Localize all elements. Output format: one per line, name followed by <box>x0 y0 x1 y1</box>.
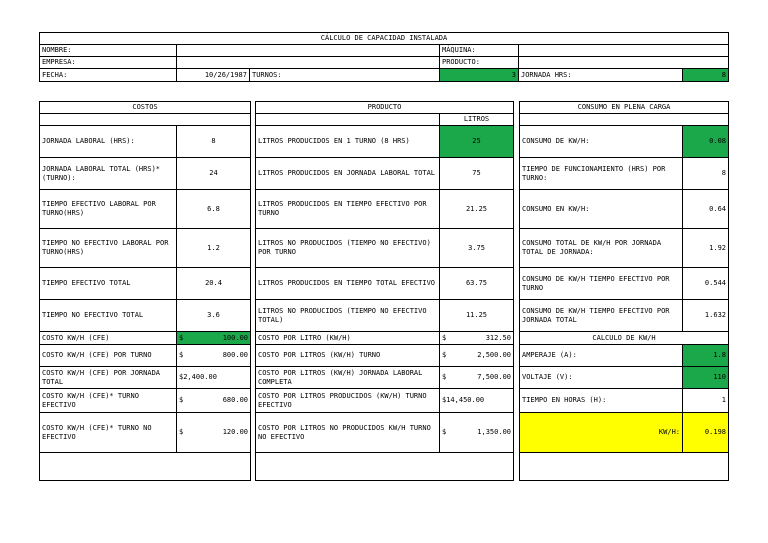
producto-money-cell[interactable] <box>440 367 514 389</box>
producto-row-label: LITROS PRODUCIDOS EN TIEMPO TOTAL EFECTIVO <box>256 268 440 300</box>
producto-row-value[interactable]: 63.75 <box>440 268 514 300</box>
costos-money-cell[interactable] <box>177 332 251 345</box>
producto-row-label: LITROS PRODUCIDOS EN 1 TURNO (8 HRS) <box>256 126 440 158</box>
empresa-field[interactable] <box>177 57 440 69</box>
voltaje-value[interactable]: 110 <box>683 367 729 389</box>
producto-money-label: COSTO POR LITROS (KW/H) JORNADA LABORAL COMPLETA <box>256 367 440 389</box>
sheet-title: CÁLCULO DE CAPACIDAD INSTALADA <box>40 33 729 45</box>
tiempo-horas-value[interactable]: 1 <box>683 389 729 413</box>
maquina-field[interactable] <box>519 45 729 57</box>
calc-row-label: VOLTAJE (V): <box>520 367 683 389</box>
producto-title: PRODUCTO <box>256 102 514 114</box>
producto-money-cell[interactable] <box>440 345 514 367</box>
money-value: 120.00 <box>222 428 249 436</box>
money-value: 312.50 <box>485 333 511 342</box>
money-value: 2,500.00 <box>477 351 511 359</box>
consumo-spacer <box>520 114 729 126</box>
maquina-label: MÁQUINA: <box>440 45 519 57</box>
currency-symbol: $2,400.00 <box>179 373 217 381</box>
costos-money-label: COSTO KW/H (CFE)* TURNO NO EFECTIVO <box>40 413 177 453</box>
consumo-row-value[interactable]: 0.64 <box>683 190 729 229</box>
nombre-field[interactable] <box>177 45 440 57</box>
costos-spacer <box>40 114 251 126</box>
costos-row-label: TIEMPO NO EFECTIVO LABORAL POR TURNO(HRS) <box>40 229 177 268</box>
costos-money-cell[interactable] <box>177 413 251 453</box>
currency-symbol: $14,450.00 <box>442 396 485 404</box>
producto-row-label: LITROS PRODUCIDOS EN TIEMPO EFECTIVO POR TURNO <box>256 190 440 229</box>
producto-money-cell[interactable] <box>440 413 514 453</box>
costos-title: COSTOS <box>40 102 251 114</box>
consumo-row-label: CONSUMO EN KW/H: <box>520 190 683 229</box>
producto-row-value[interactable]: 3.75 <box>440 229 514 268</box>
producto-blank-row <box>256 453 514 481</box>
currency-symbol: $ <box>179 428 184 436</box>
costos-blank-row <box>40 453 251 481</box>
costos-money-label: COSTO KW/H (CFE) <box>40 332 177 345</box>
producto-money-cell[interactable] <box>440 332 514 345</box>
jornada-value[interactable]: 8 <box>683 69 729 82</box>
costos-row-value[interactable]: 1.2 <box>177 229 251 268</box>
producto-money-cell[interactable] <box>440 389 514 413</box>
producto-field[interactable] <box>519 57 729 69</box>
currency-symbol: $ <box>442 428 447 436</box>
costos-money-cell[interactable] <box>177 367 251 389</box>
costos-row-label: TIEMPO EFECTIVO TOTAL <box>40 268 177 300</box>
jornada-label: JORNADA HRS: <box>519 69 683 82</box>
fecha-label: FECHA: <box>40 69 177 82</box>
consumo-title: CONSUMO EN PLENA CARGA <box>520 102 729 114</box>
calc-row-label: AMPERAJE (A): <box>520 345 683 367</box>
costos-row-value[interactable]: 3.6 <box>177 300 251 332</box>
consumo-row-label: CONSUMO DE KW/H TIEMPO EFECTIVO POR JORNADA TOTAL <box>520 300 683 332</box>
costos-row-value[interactable]: 20.4 <box>177 268 251 300</box>
producto-row-value[interactable]: 75 <box>440 158 514 190</box>
producto-money-label: COSTO POR LITROS NO PRODUCIDOS KW/H TURNO NO EFECTIVO <box>256 413 440 453</box>
consumo-row-value[interactable]: 0.544 <box>683 268 729 300</box>
consumo-row-value[interactable]: 8 <box>683 158 729 190</box>
producto-row-label: LITROS NO PRODUCIDOS (TIEMPO NO EFECTIVO) POR TURNO <box>256 229 440 268</box>
consumo-row-label: TIEMPO DE FUNCIONAMIENTO (HRS) POR TURNO: <box>520 158 683 190</box>
currency-symbol: $ <box>442 333 447 342</box>
amperaje-value[interactable]: 1.8 <box>683 345 729 367</box>
kwh-result-label: KW/H: <box>520 413 683 453</box>
producto-table <box>255 101 514 481</box>
turnos-value[interactable]: 3 <box>440 69 519 82</box>
currency-symbol: $ <box>179 396 184 404</box>
money-value: 680.00 <box>222 396 249 404</box>
empresa-label: EMPRESA: <box>40 57 177 69</box>
money-value: 800.00 <box>222 351 249 359</box>
consumo-row-label: CONSUMO TOTAL DE KW/H POR JORNADA TOTAL DE JORNADA: <box>520 229 683 268</box>
costos-money-label: COSTO KW/H (CFE) POR JORNADA TOTAL <box>40 367 177 389</box>
money-value: 1,350.00 <box>477 428 511 436</box>
money-value: 100.00 <box>222 333 249 342</box>
consumo-row-label: CONSUMO DE KW/H: <box>520 126 683 158</box>
calc-kwh-title: CALCULO DE KW/H <box>520 332 729 345</box>
currency-symbol: $ <box>179 351 184 359</box>
producto-row-label: LITROS NO PRODUCIDOS (TIEMPO NO EFECTIVO TOTAL) <box>256 300 440 332</box>
producto-money-label: COSTO POR LITRO (KW/H) <box>256 332 440 345</box>
costos-money-label: COSTO KW/H (CFE) POR TURNO <box>40 345 177 367</box>
costos-money-label: COSTO KW/H (CFE)* TURNO EFECTIVO <box>40 389 177 413</box>
consumo-row-value[interactable]: 1.92 <box>683 229 729 268</box>
costos-money-cell[interactable] <box>177 345 251 367</box>
costos-row-value[interactable]: 6.8 <box>177 190 251 229</box>
costos-row-label: TIEMPO NO EFECTIVO TOTAL <box>40 300 177 332</box>
litros-unit-label: LITROS <box>440 114 514 126</box>
currency-symbol: $ <box>179 333 184 342</box>
consumo-row-value[interactable]: 1.632 <box>683 300 729 332</box>
turnos-label: TURNOS: <box>250 69 440 82</box>
currency-symbol: $ <box>442 373 447 381</box>
costos-row-value[interactable]: 24 <box>177 158 251 190</box>
consumo-row-value[interactable]: 0.08 <box>683 126 729 158</box>
producto-money-label: COSTO POR LITROS (KW/H) TURNO <box>256 345 440 367</box>
consumo-table <box>519 101 729 481</box>
producto-row-value[interactable]: 11.25 <box>440 300 514 332</box>
nombre-label: NOMBRE: <box>40 45 177 57</box>
producto-row-value[interactable]: 21.25 <box>440 190 514 229</box>
producto-row-label: LITROS PRODUCIDOS EN JORNADA LABORAL TOTAL <box>256 158 440 190</box>
calc-row-label: TIEMPO EN HORAS (H): <box>520 389 683 413</box>
consumo-row-label: CONSUMO DE KW/H TIEMPO EFECTIVO POR TURNO <box>520 268 683 300</box>
costos-row-label: JORNADA LABORAL TOTAL (HRS)*(TURNO): <box>40 158 177 190</box>
producto-label: PRODUCTO: <box>440 57 519 69</box>
producto-spacer <box>256 114 440 126</box>
fecha-value[interactable]: 10/26/1987 <box>177 69 250 82</box>
producto-money-label: COSTO POR LITROS PRODUCIDOS (KW/H) TURNO EFECTIVO <box>256 389 440 413</box>
producto-row-value[interactable]: 25 <box>440 126 514 158</box>
consumo-blank-row <box>520 453 729 481</box>
costos-table <box>39 101 251 481</box>
currency-symbol: $ <box>442 351 447 359</box>
costos-row-value[interactable]: 8 <box>177 126 251 158</box>
costos-money-cell[interactable] <box>177 389 251 413</box>
costos-row-label: TIEMPO EFECTIVO LABORAL POR TURNO(HRS) <box>40 190 177 229</box>
money-value: 7,500.00 <box>477 373 511 381</box>
header-table <box>39 32 729 82</box>
costos-row-label: JORNADA LABORAL (HRS): <box>40 126 177 158</box>
kwh-result-value[interactable]: 0.198 <box>683 413 729 453</box>
